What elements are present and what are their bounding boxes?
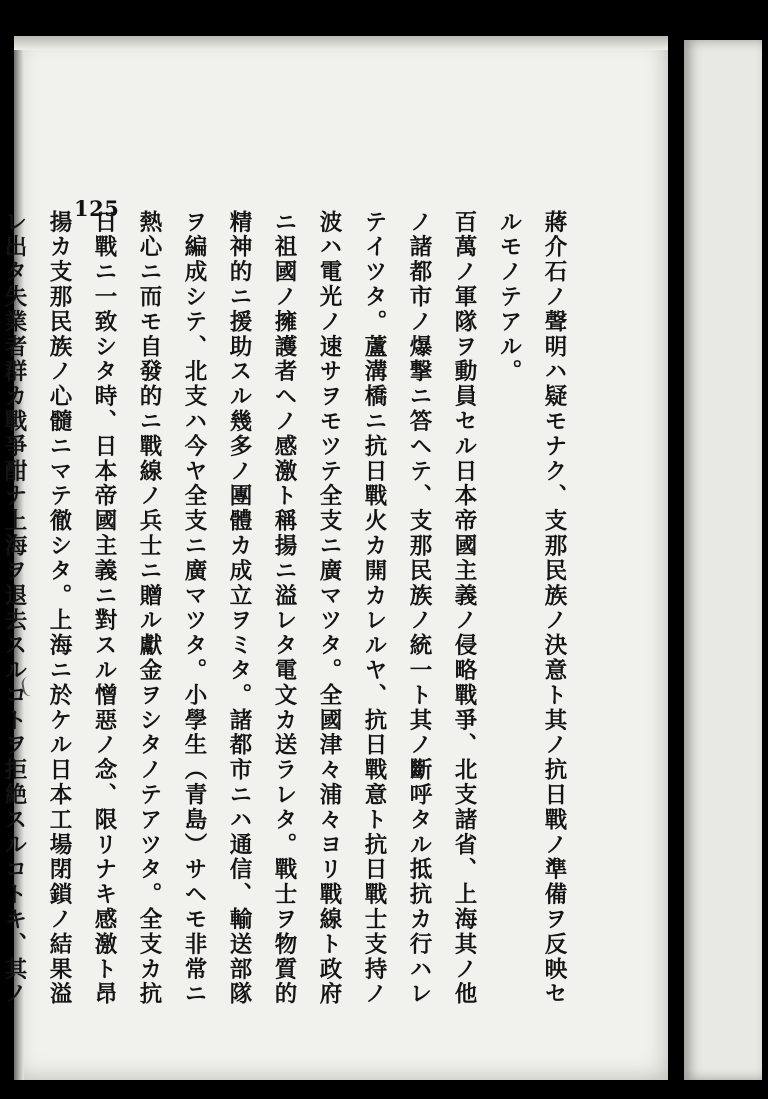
book-page [1,36,668,1080]
text-line: 精神的ニ援助スル幾多ノ團體カ成立ヲミタ。諸都市ニハ通信、輸送部隊 [226,210,252,1007]
text-line: 日戰ニ一致シタ時、日本帝國主義ニ對スル憎惡ノ念、限リナキ感激ト昂 [91,210,117,1007]
page-number: 125 [74,196,120,221]
text-line: レ出タ失業者群カ戰爭酣ナ上海ヲ退去スルコトヲ拒絶スルコトキ、其ノ [1,210,27,1007]
text-line: 百萬ノ軍隊ヲ動員セル日本帝國主義ノ侵略戰爭、北支諸省、上海其ノ他 [451,210,477,1007]
text-line: ニ祖國ノ擁護者ヘノ感激ト稱揚ニ溢レタ電文カ送ラレタ。戰士ヲ物質的 [271,210,297,1007]
adjacent-page-edge [684,40,762,1080]
text-line: ルモノテアル。 [496,210,522,385]
text-line: 揚カ支那民族ノ心髓ニマテ徹シタ。上海ニ於ケル日本工場閉鎖ノ結果溢 [46,210,72,1007]
text-line: ノ諸都市ノ爆撃ニ答ヘテ、支那民族ノ統一ト其ノ斷呼タル抵抗カ行ハレ [406,210,432,1007]
text-line: 熱心ニ而モ自發的ニ戰線ノ兵士ニ贈ル獻金ヲシタノテアツタ。全支カ抗 [136,210,162,1007]
text-line: テイツタ。蘆溝橋ニ抗日戰火カ開カレルヤ、抗日戰意ト抗日戰士支持ノ [361,210,387,1007]
page-top-shadow [14,36,668,50]
text-line: 蔣介石ノ聲明ハ疑モナク、支那民族ノ決意ト其ノ抗日戰ノ準備ヲ反映セ [541,210,567,1007]
vertical-text-block [0,210,576,1040]
text-line: 波ハ電光ノ速サヲモツテ全支ニ廣マツタ。全國津々浦々ヨリ戰線ト政府 [316,210,342,1007]
text-line: ヲ編成シテ、北支ハ今ヤ全支ニ廣マツタ。小學生（青島）サヘモ非常ニ [181,210,207,1007]
